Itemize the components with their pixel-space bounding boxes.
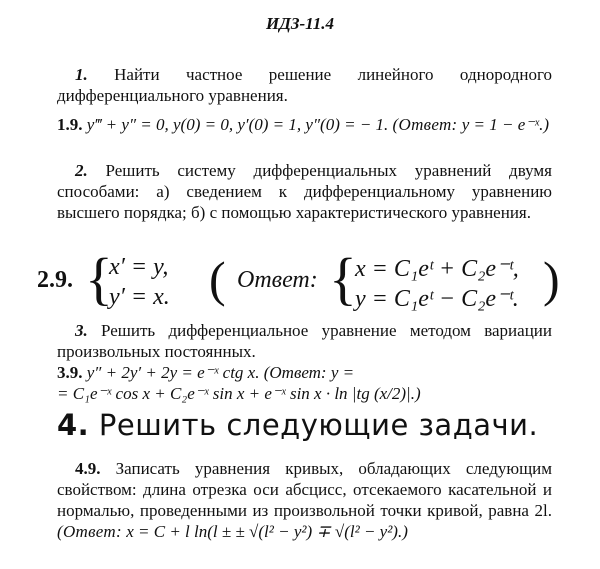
task-1-9-number: 1.9. [57,115,83,134]
task-3-9 [57,362,552,404]
task-2-statement [57,160,552,223]
task-2-9-answer-label: Ответ: [237,267,318,293]
task-3-9-answer: = C₁e⁻ˣ cos x + C₂e⁻ˣ sin x + e⁻ˣ sin x · ln |tg (x/2)|.) [57,384,421,403]
task-3-9-number: 3.9. [57,363,83,382]
task-3-statement [57,320,552,362]
left-brace-icon: { [85,246,113,311]
task-4-9 [57,458,552,542]
task-4-9-answer-1: x = C + l ln(l ± [126,522,232,541]
answer-eq-1: x = C₁eᵗ + C₂e⁻ᵗ, [355,256,519,282]
task-2-text: Решить систему дифференциальных уравнений двумя способами: а) сведением к дифференциальному уравнению высшего порядка; б) с помощью характеристического уравнения. [57,161,552,222]
task-1-9 [57,114,552,135]
task-4-heading [57,408,538,442]
task-4-9-text: Записать уравнения кривых, обладающих следующим свойством: длина отрезка оси абсцисс, отсекаемого касательной и нормалью, проведенными из произвольной точки кривой, равна 2l. [57,459,553,520]
task-2-9-number: 2.9. [37,267,73,293]
task-2-number: 2. [75,161,88,180]
task-1-number: 1. [75,65,88,84]
close-paren-icon: ) [543,251,560,307]
task-4-number: 4. [57,408,90,442]
open-paren-icon: ( [209,251,226,307]
task-4-9-number: 4.9. [75,459,101,478]
task-4-9-answer-2: ± √(l² − y²) ∓ √(l² − y²).) [235,522,408,541]
document-title: ИДЗ-11.4 [266,14,334,33]
task-3-text: Решить дифференциальное уравнение методом вариации произвольных постоянных. [57,321,552,361]
task-1-text: Найти частное решение линейного однородного дифференциального уравнения. [57,65,552,105]
system-eq-1: x′ = y, [109,254,169,280]
task-2-9-system [37,246,567,314]
task-4-9-answer-label: (Ответ: [57,522,122,541]
task-3-9-equation: y″ + 2y′ + 2y = e⁻ˣ ctg x. (Ответ: y = [86,363,355,382]
answer-brace-icon: { [329,246,357,311]
task-1-statement [57,64,552,106]
task-4-heading-text: Решить следующие задачи. [98,408,539,442]
task-1-9-answer: y = 1 − e⁻ˣ.) [461,115,549,134]
system-eq-2: y′ = x. [109,284,170,310]
task-1-9-equation: y‴ + y″ = 0, y(0) = 0, y′(0) = 1, y″(0) = − 1. [86,115,389,134]
task-1-9-answer-label: (Ответ: [392,115,458,134]
answer-eq-2: y = C₁eᵗ − C₂e⁻ᵗ. [355,286,519,312]
task-3-number: 3. [75,321,88,340]
